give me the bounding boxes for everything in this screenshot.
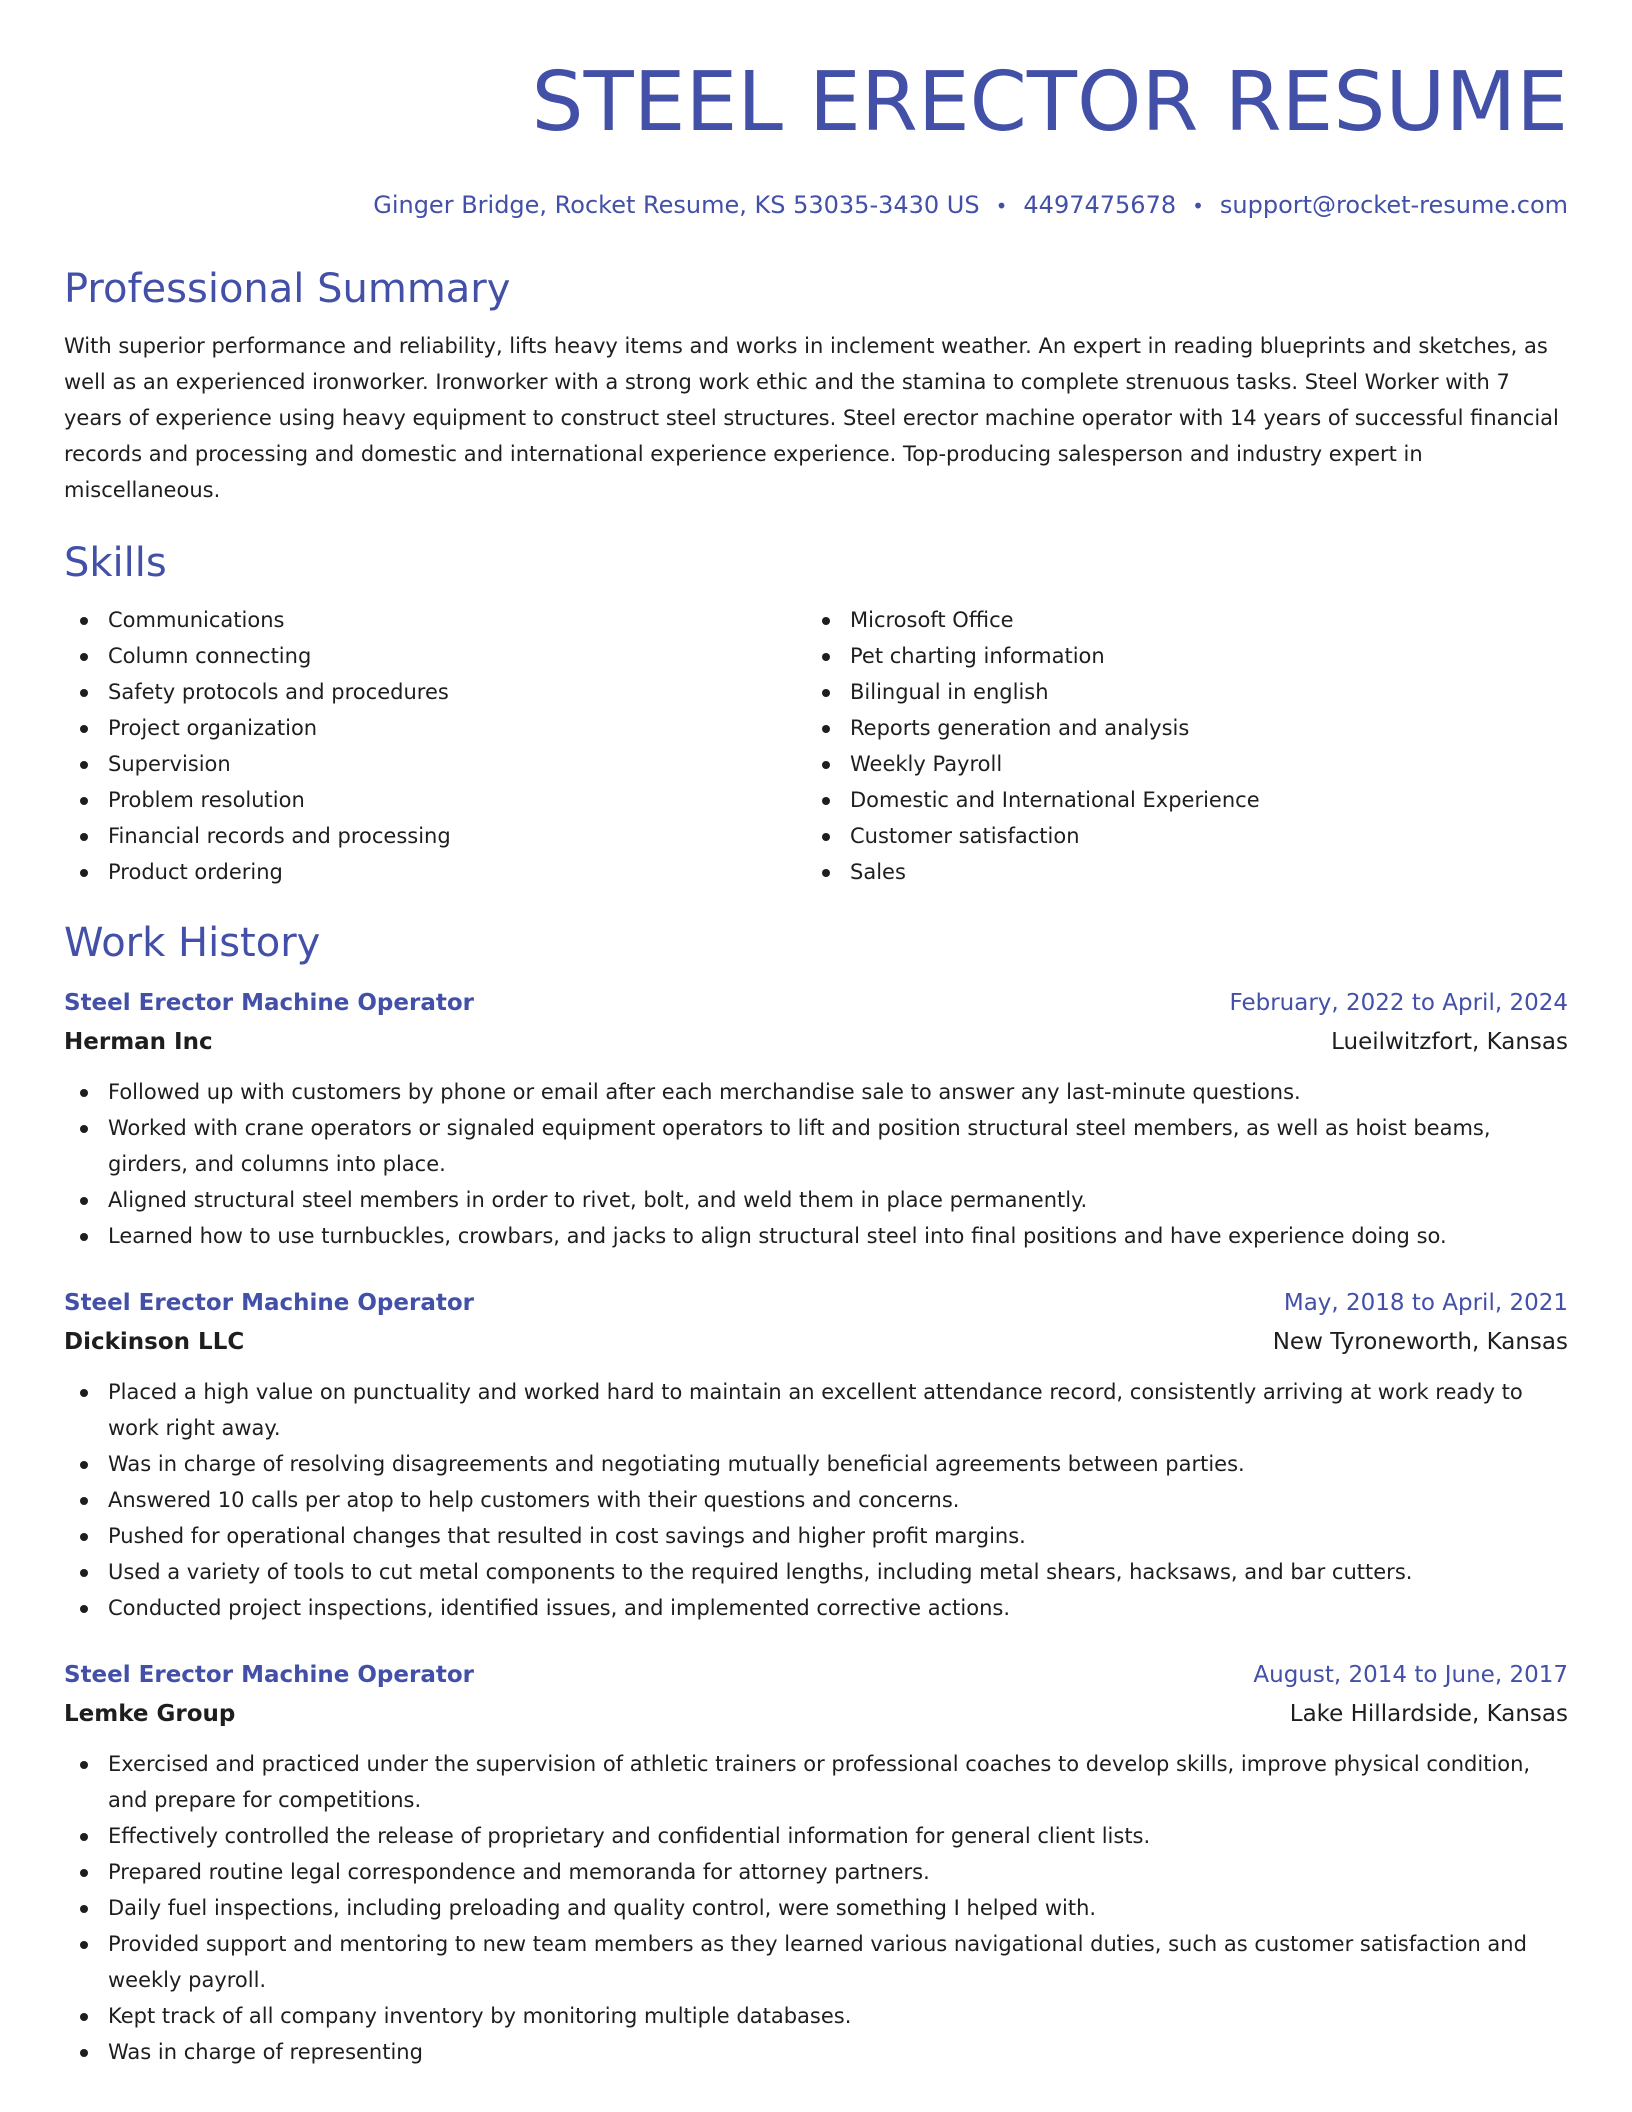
job-bullet: Prepared routine legal correspondence and memoranda for attorney partners. xyxy=(64,1854,1568,1890)
job-entry xyxy=(64,1656,1568,2070)
job-bullet: Exercised and practiced under the supervision of athletic trainers or professional coaches to develop skills, improve physical condition, and prepare for competitions. xyxy=(64,1746,1568,1818)
job-location: Lake Hillardside, Kansas xyxy=(1289,1701,1568,1727)
contact-phone: 4497475678 xyxy=(1023,191,1177,219)
skill-item: Weekly Payroll xyxy=(806,746,1548,782)
job-bullet: Provided support and mentoring to new team members as they learned various navigational duties, such as customer satisfaction and weekly payroll. xyxy=(64,1926,1568,1998)
job-bullet: Placed a high value on punctuality and worked hard to maintain an excellent attendance record, consistently arriving at work ready to work right away. xyxy=(64,1374,1568,1446)
job-bullet: Used a variety of tools to cut metal components to the required lengths, including metal shears, hacksaws, and bar cutters. xyxy=(64,1554,1568,1590)
job-role: Steel Erector Machine Operator xyxy=(64,1290,474,1316)
job-location: Lueilwitzfort, Kansas xyxy=(1331,1029,1568,1055)
skill-item: Safety protocols and procedures xyxy=(64,674,806,710)
skills-list xyxy=(64,602,1568,890)
job-bullet: Conducted project inspections, identified issues, and implemented corrective actions. xyxy=(64,1590,1568,1626)
skill-item: Domestic and International Experience xyxy=(806,782,1548,818)
job-entry xyxy=(64,1284,1568,1626)
skill-item: Communications xyxy=(64,602,806,638)
skill-item: Bilingual in english xyxy=(806,674,1548,710)
job-bullet: Learned how to use turnbuckles, crowbars, and jacks to align structural steel into final positions and have experience doing so. xyxy=(64,1218,1568,1254)
contact-line xyxy=(64,189,1568,222)
job-dates: February, 2022 to April, 2024 xyxy=(1229,990,1568,1016)
contact-address: Ginger Bridge, Rocket Resume, KS 53035-3430 US xyxy=(373,191,980,219)
skill-item: Product ordering xyxy=(64,854,806,890)
skill-item: Column connecting xyxy=(64,638,806,674)
job-bullet: Effectively controlled the release of proprietary and confidential information for general client lists. xyxy=(64,1818,1568,1854)
job-header xyxy=(64,1284,1568,1322)
summary-heading: Professional Summary xyxy=(64,266,511,312)
skill-item: Project organization xyxy=(64,710,806,746)
skill-item: Customer satisfaction xyxy=(806,818,1548,854)
job-company: Lemke Group xyxy=(64,1701,236,1727)
job-subheader xyxy=(64,1022,1568,1062)
skill-item: Reports generation and analysis xyxy=(806,710,1548,746)
skill-item: Sales xyxy=(806,854,1548,890)
job-bullets xyxy=(64,1746,1568,2070)
job-bullet: Pushed for operational changes that resulted in cost savings and higher profit margins. xyxy=(64,1518,1568,1554)
job-bullet: Was in charge of representing xyxy=(64,2034,1568,2070)
contact-separator: • xyxy=(995,194,1008,218)
skill-item: Pet charting information xyxy=(806,638,1548,674)
skill-item: Microsoft Office xyxy=(806,602,1548,638)
summary-text: With superior performance and reliability, lifts heavy items and works in inclement weather. An expert in reading blueprints and sketches, as well as an experienced ironworker. Ironworker with a strong work ethic and the stamina to complete strenuous tasks. Steel Worker with 7 years of experience using heavy equipment to construct steel structures. Steel erector machine operator with 14 years of successful financial records and processing and domestic and international experience experience. Top-producing salesperson and industry expert in miscellaneous. xyxy=(64,334,1559,502)
work-history-heading: Work History xyxy=(64,920,321,966)
job-company: Herman Inc xyxy=(64,1029,213,1055)
resume-title: STEEL ERECTOR RESUME xyxy=(531,55,1568,150)
job-bullet: Daily fuel inspections, including preloading and quality control, were something I helped with. xyxy=(64,1890,1568,1926)
job-subheader xyxy=(64,1322,1568,1362)
job-header xyxy=(64,1656,1568,1694)
job-header xyxy=(64,984,1568,1022)
job-dates: May, 2018 to April, 2021 xyxy=(1283,1290,1568,1316)
job-subheader xyxy=(64,1694,1568,1734)
skill-item: Supervision xyxy=(64,746,806,782)
job-bullet: Answered 10 calls per atop to help customers with their questions and concerns. xyxy=(64,1482,1568,1518)
job-bullets xyxy=(64,1374,1568,1626)
skill-item: Financial records and processing xyxy=(64,818,806,854)
job-location: New Tyroneworth, Kansas xyxy=(1272,1329,1568,1355)
skills-heading: Skills xyxy=(64,540,167,586)
job-role: Steel Erector Machine Operator xyxy=(64,990,474,1016)
resume-page xyxy=(64,0,1568,2070)
job-company: Dickinson LLC xyxy=(64,1329,245,1355)
job-bullet: Worked with crane operators or signaled equipment operators to lift and position structural steel members, as well as hoist beams, girders, and columns into place. xyxy=(64,1110,1568,1182)
job-bullet: Followed up with customers by phone or email after each merchandise sale to answer any last-minute questions. xyxy=(64,1074,1568,1110)
skills-column-right xyxy=(806,602,1548,890)
skill-item: Problem resolution xyxy=(64,782,806,818)
job-dates: August, 2014 to June, 2017 xyxy=(1253,1662,1568,1688)
contact-email: support@rocket-resume.com xyxy=(1219,191,1568,219)
contact-separator: • xyxy=(1192,194,1204,218)
job-bullet: Kept track of all company inventory by monitoring multiple databases. xyxy=(64,1998,1568,2034)
job-bullet: Was in charge of resolving disagreements and negotiating mutually beneficial agreements between parties. xyxy=(64,1446,1568,1482)
job-entry xyxy=(64,984,1568,1254)
job-bullets xyxy=(64,1074,1568,1254)
skills-column-left xyxy=(64,602,806,890)
job-role: Steel Erector Machine Operator xyxy=(64,1662,474,1688)
job-bullet: Aligned structural steel members in order to rivet, bolt, and weld them in place permanently. xyxy=(64,1182,1568,1218)
